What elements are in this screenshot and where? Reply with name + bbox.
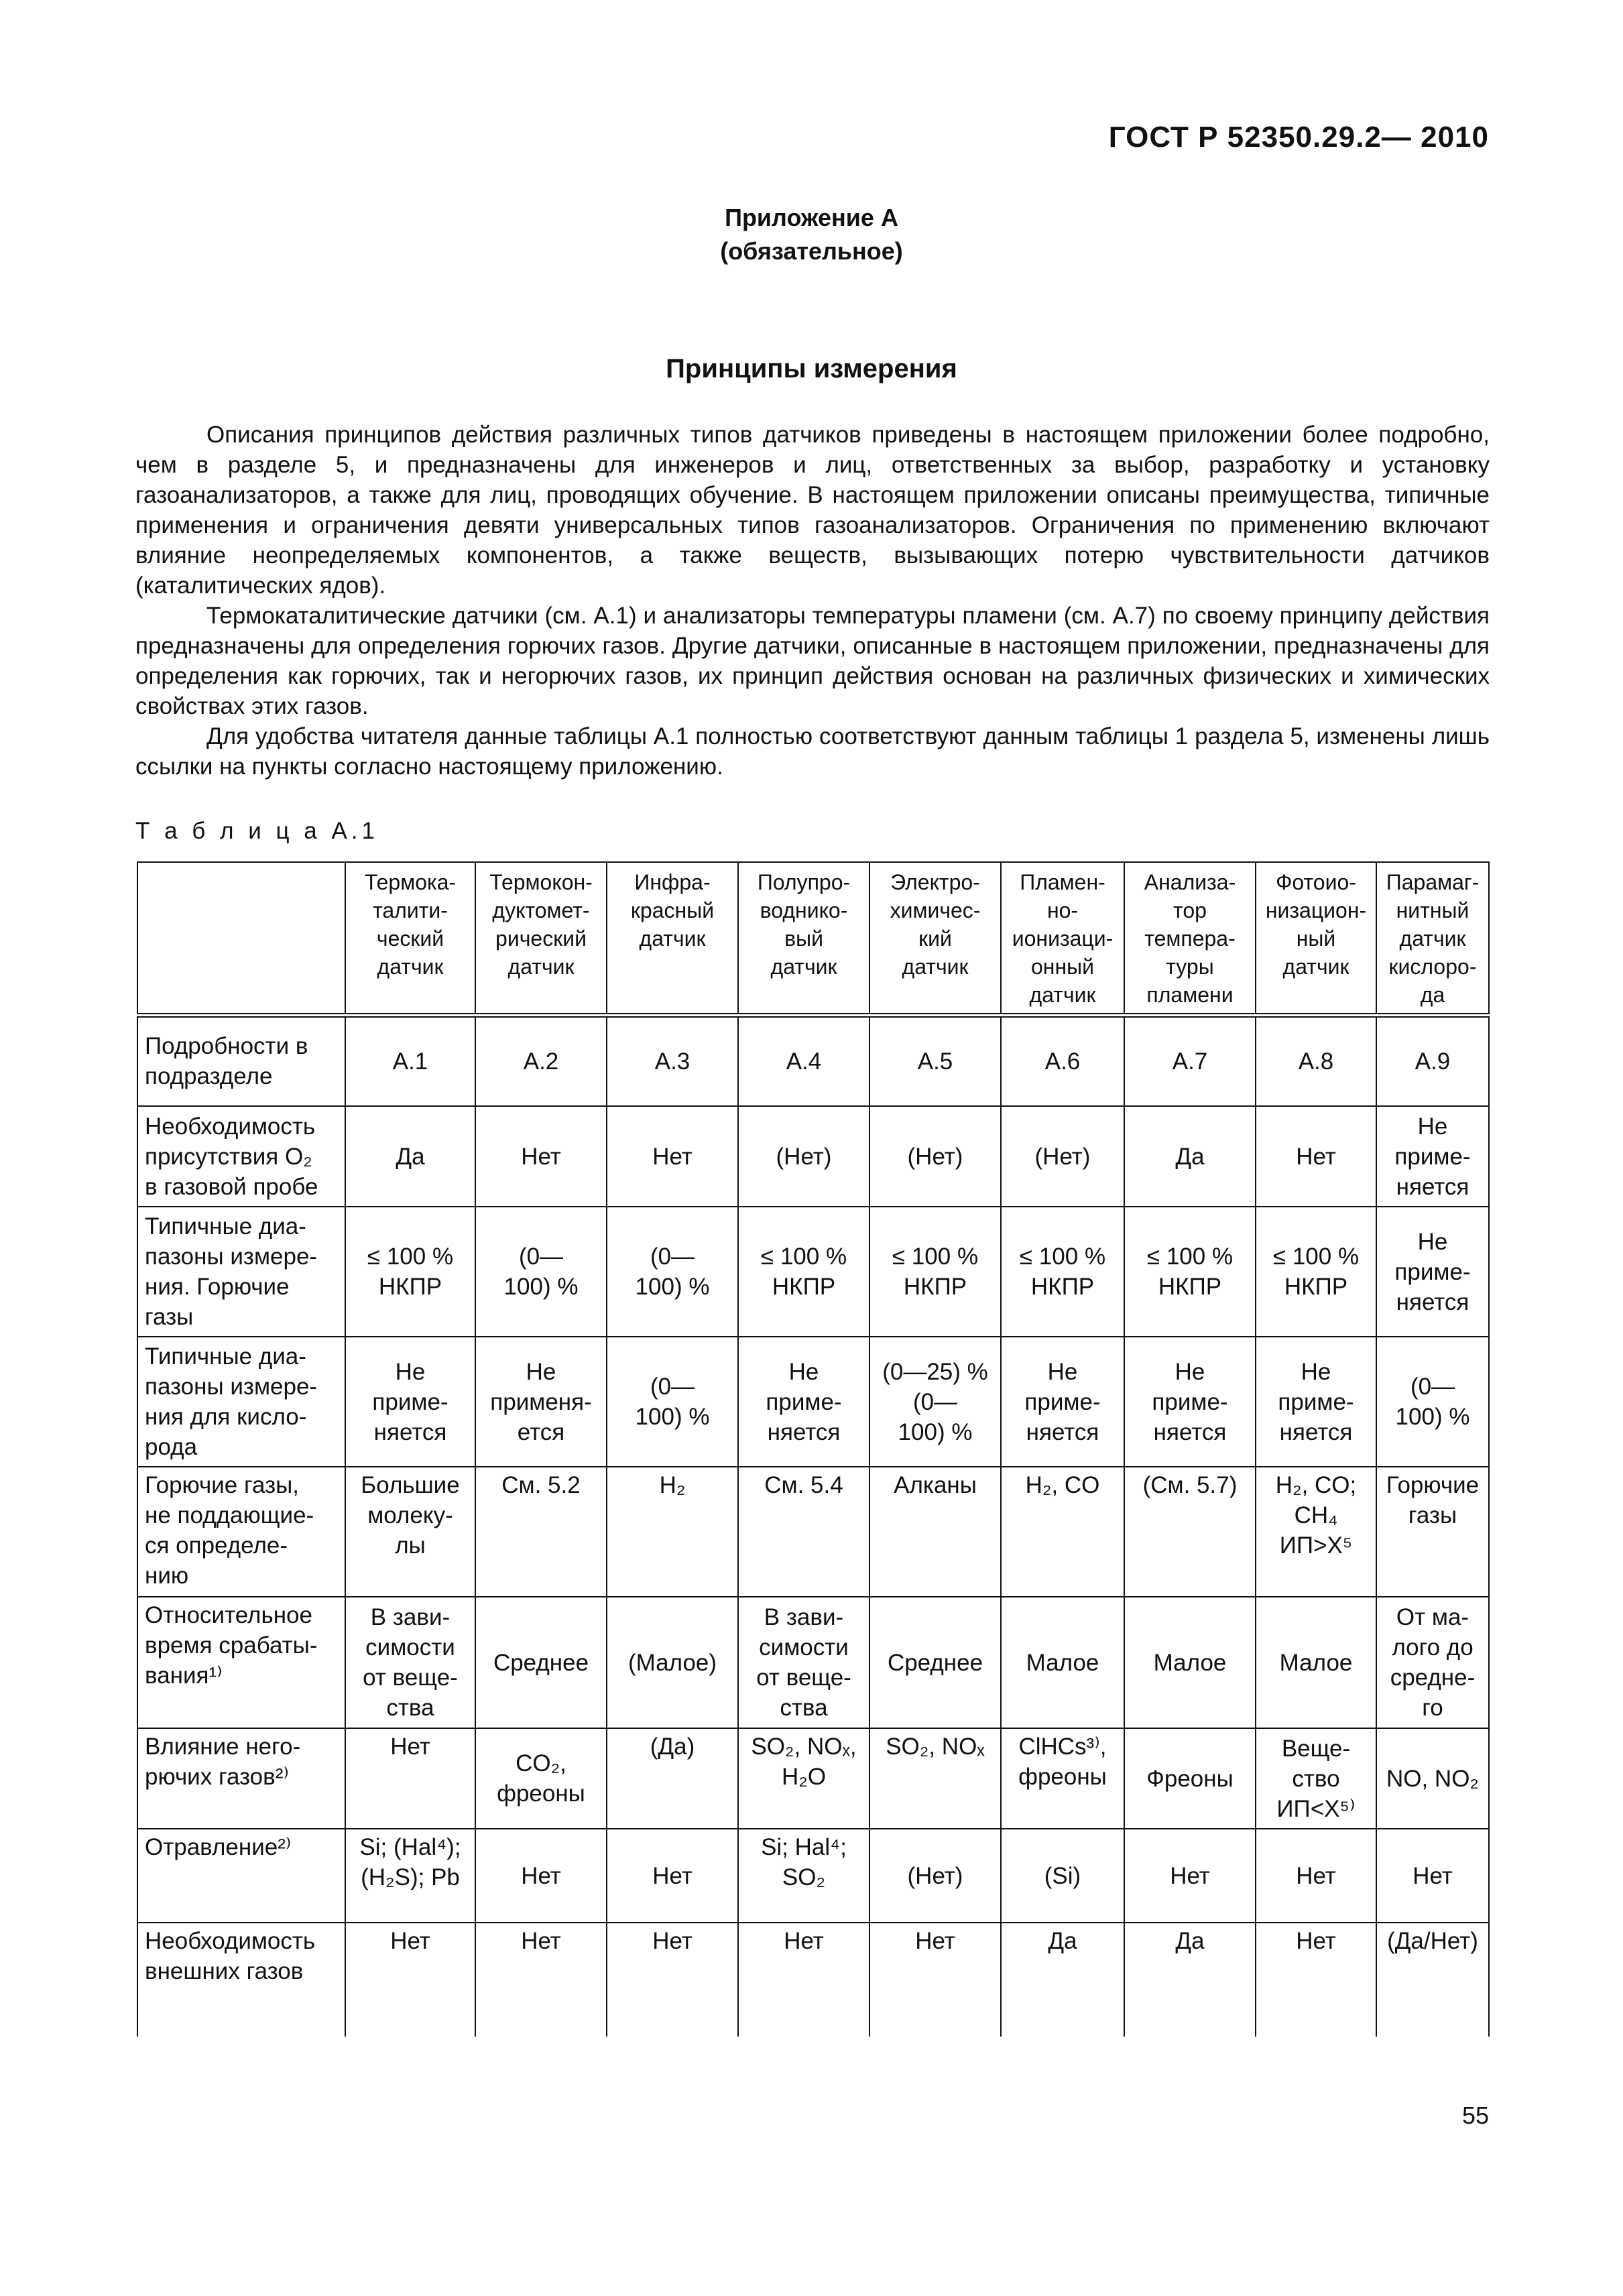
table-cell: Нет — [1256, 1829, 1376, 1923]
table-cell: В зави- симости от веще- ства — [345, 1597, 475, 1728]
table-cell: Нет — [1376, 1829, 1489, 1923]
table-cell: Да — [1124, 1106, 1256, 1207]
table-cell: А.9 — [1376, 1015, 1489, 1106]
table-cell: SO₂, NOₓ, H₂O — [738, 1728, 869, 1829]
table-row — [137, 1207, 1489, 1337]
table-cell: Не приме- няется — [1124, 1337, 1256, 1467]
table-cell: Малое — [1001, 1597, 1124, 1728]
table-cell: ≤ 100 % НКПР — [1124, 1207, 1256, 1337]
table-cell: Нет — [475, 1923, 607, 2037]
annex-status: (обязательное) — [720, 237, 903, 265]
table-row — [137, 1923, 1489, 2037]
table-cell: Si; Hal⁴; SO₂ — [738, 1829, 869, 1923]
table-cell: Не применя- ется — [475, 1337, 607, 1467]
annex-heading — [0, 201, 1623, 268]
paragraph-1: Описания принципов действия различных типов датчиков приведены в настоящем приложении более подробно, чем в разделе 5, и предназначены для инженеров и лиц, ответственных за выбор, разработку и установку газоанализаторов, а также для лиц, проводящих обучение. В настоящем приложении описаны преимущества, типичные применения и ограничения девяти универсальных типов газоанализаторов. Ограничения по применению включают влияние неопределяемых компонентов, а также веществ, вызывающих потерю чувствительности датчиков (каталитических ядов). — [135, 422, 1490, 599]
table-caption: Т а б л и ц а А.1 — [135, 818, 379, 844]
paragraph-2: Термокаталитические датчики (см. А.1) и анализаторы температуры пламени (см. А.7) по своему принципу действия предназначены для определения горючих газов. Другие датчики, описанные в настоящем приложении, предназначены для определения как горючих, так и негорючих газов, их принцип действия основан на различных физических и химических свойствах этих газов. — [135, 603, 1490, 719]
table-cell: Среднее — [869, 1597, 1001, 1728]
table-cell: Не приме- няется — [1256, 1337, 1376, 1467]
header-cell-flame-temperature: Анализа- тор темпера- туры пламени — [1124, 862, 1256, 1015]
table-cell: (См. 5.7) — [1124, 1467, 1256, 1597]
page-number: 55 — [1461, 2102, 1489, 2129]
header-cell-electrochemical: Электро- химичес- кий датчик — [869, 862, 1001, 1015]
table-cell: А.7 — [1124, 1015, 1256, 1106]
table-cell: Нет — [475, 1829, 607, 1923]
table-cell: Да — [1001, 1923, 1124, 2037]
table-cell: Не приме- няется — [1376, 1106, 1489, 1207]
table-cell: Малое — [1256, 1597, 1376, 1728]
table-cell: H₂ — [607, 1467, 738, 1597]
table-cell: Нет — [345, 1923, 475, 2037]
header-cell-infrared: Инфра- красный датчик — [607, 862, 738, 1015]
table-cell: Не приме- няется — [738, 1337, 869, 1467]
table-cell: Нет — [345, 1728, 475, 1829]
table-cell: А.3 — [607, 1015, 738, 1106]
table-cell: (0— 100) % — [1376, 1337, 1489, 1467]
section-title: Принципы измерения — [666, 354, 957, 383]
header-cell-blank — [137, 862, 345, 1015]
table-cell: А.8 — [1256, 1015, 1376, 1106]
table-cell: (Нет) — [1001, 1106, 1124, 1207]
table-cell: (0—25) % (0— 100) % — [869, 1337, 1001, 1467]
table-row — [137, 1015, 1489, 1106]
table-cell: См. 5.4 — [738, 1467, 869, 1597]
header-cell-thermoconductometric: Термокон- дуктомет- рический датчик — [475, 862, 607, 1015]
table-cell: SO₂, NOₓ — [869, 1728, 1001, 1829]
table-cell: Нет — [1256, 1106, 1376, 1207]
table-cell: А.1 — [345, 1015, 475, 1106]
table-cell: А.5 — [869, 1015, 1001, 1106]
table-cell: Нет — [1124, 1829, 1256, 1923]
table-cell: H₂, CO; CH₄ ИП>X⁵ — [1256, 1467, 1376, 1597]
row-label: Типичные диа- пазоны измере- ния для кисло- рода — [137, 1337, 345, 1467]
table-cell: А.6 — [1001, 1015, 1124, 1106]
table-cell: (Да/Нет) — [1376, 1923, 1489, 2037]
header-cell-semiconductor: Полупро- воднико- вый датчик — [738, 862, 869, 1015]
table-cell: Нет — [738, 1923, 869, 2037]
table-cell: Не приме- няется — [1376, 1207, 1489, 1337]
table-row — [137, 1467, 1489, 1597]
header-cell-photoionization: Фотоио- низацион- ный датчик — [1256, 862, 1376, 1015]
table-cell: (0— 100) % — [475, 1207, 607, 1337]
table-cell: Да — [345, 1106, 475, 1207]
table-cell: Горючие газы — [1376, 1467, 1489, 1597]
paragraph-3: Для удобства читателя данные таблицы А.1 полностью соответствуют данным таблицы 1 раздела 5, изменены лишь ссылки на пункты согласно настоящему приложению. — [135, 723, 1490, 780]
table-cell: ≤ 100 % НКПР — [738, 1207, 869, 1337]
row-label: Необходимость присутствия O₂ в газовой пробе — [137, 1106, 345, 1207]
row-label: Типичные диа- пазоны измере- ния. Горючие газы — [137, 1207, 345, 1337]
row-label: Горючие газы, не поддающие- ся определе- нию — [137, 1467, 345, 1597]
row-label: Отравление²⁾ — [137, 1829, 345, 1923]
row-label: Влияние него- рючих газов²⁾ — [137, 1728, 345, 1829]
document-code: ГОСТ Р 52350.29.2— 2010 — [1108, 121, 1489, 154]
table-cell: ≤ 100 % НКПР — [1256, 1207, 1376, 1337]
table-cell: ≤ 100 % НКПР — [1001, 1207, 1124, 1337]
sensor-comparison-table — [137, 861, 1490, 2037]
table-cell: От ма- лого до средне- го — [1376, 1597, 1489, 1728]
row-label: Подробности в подразделе — [137, 1015, 345, 1106]
table-cell: Фреоны — [1124, 1728, 1256, 1829]
table-cell: H₂, CO — [1001, 1467, 1124, 1597]
header-cell-thermocatalytic: Термока- талити- ческий датчик — [345, 862, 475, 1015]
table-cell: (0— 100) % — [607, 1337, 738, 1467]
table-header-row — [137, 862, 1489, 1015]
table-cell: CO₂, фреоны — [475, 1728, 607, 1829]
table-cell: Да — [1124, 1923, 1256, 2037]
table-cell: А.4 — [738, 1015, 869, 1106]
table-cell: (Si) — [1001, 1829, 1124, 1923]
body-text — [135, 420, 1490, 782]
table-row — [137, 1337, 1489, 1467]
table-cell: NO, NO₂ — [1376, 1728, 1489, 1829]
table-cell: (Нет) — [869, 1829, 1001, 1923]
table-cell: Нет — [475, 1106, 607, 1207]
table-cell: Si; (Hal⁴); (H₂S); Pb — [345, 1829, 475, 1923]
table-row — [137, 1829, 1489, 1923]
table-cell: ClHCs³⁾, фреоны — [1001, 1728, 1124, 1829]
table-cell: (Малое) — [607, 1597, 738, 1728]
table-cell: Веще- ство ИП<X⁵⁾ — [1256, 1728, 1376, 1829]
table-cell: (0— 100) % — [607, 1207, 738, 1337]
header-cell-flame-ionization: Пламен- но- ионизаци- онный датчик — [1001, 862, 1124, 1015]
table-cell: (Нет) — [869, 1106, 1001, 1207]
table-cell: ≤ 100 % НКПР — [869, 1207, 1001, 1337]
table-cell: Не приме- няется — [1001, 1337, 1124, 1467]
table-cell: А.2 — [475, 1015, 607, 1106]
table-row — [137, 1728, 1489, 1829]
table-cell: (Да) — [607, 1728, 738, 1829]
header-cell-paramagnetic: Парамаг- нитный датчик кислоро- да — [1376, 862, 1489, 1015]
table-cell: Алканы — [869, 1467, 1001, 1597]
table-cell: Нет — [1256, 1923, 1376, 2037]
table-cell: Большие молеку- лы — [345, 1467, 475, 1597]
row-label: Необходимость внешних газов — [137, 1923, 345, 2037]
table-row — [137, 1597, 1489, 1728]
table-cell: Нет — [607, 1829, 738, 1923]
annex-title: Приложение А — [725, 204, 898, 231]
table-cell: Среднее — [475, 1597, 607, 1728]
row-label: Относительное время срабаты- вания¹⁾ — [137, 1597, 345, 1728]
table-row — [137, 1106, 1489, 1207]
table-cell: Нет — [607, 1923, 738, 2037]
table-cell: Малое — [1124, 1597, 1256, 1728]
table-cell: См. 5.2 — [475, 1467, 607, 1597]
table-cell: ≤ 100 % НКПР — [345, 1207, 475, 1337]
table-cell: (Нет) — [738, 1106, 869, 1207]
table-cell: В зави- симости от веще- ства — [738, 1597, 869, 1728]
table-cell: Нет — [869, 1923, 1001, 2037]
table-cell: Нет — [607, 1106, 738, 1207]
table-cell: Не приме- няется — [345, 1337, 475, 1467]
